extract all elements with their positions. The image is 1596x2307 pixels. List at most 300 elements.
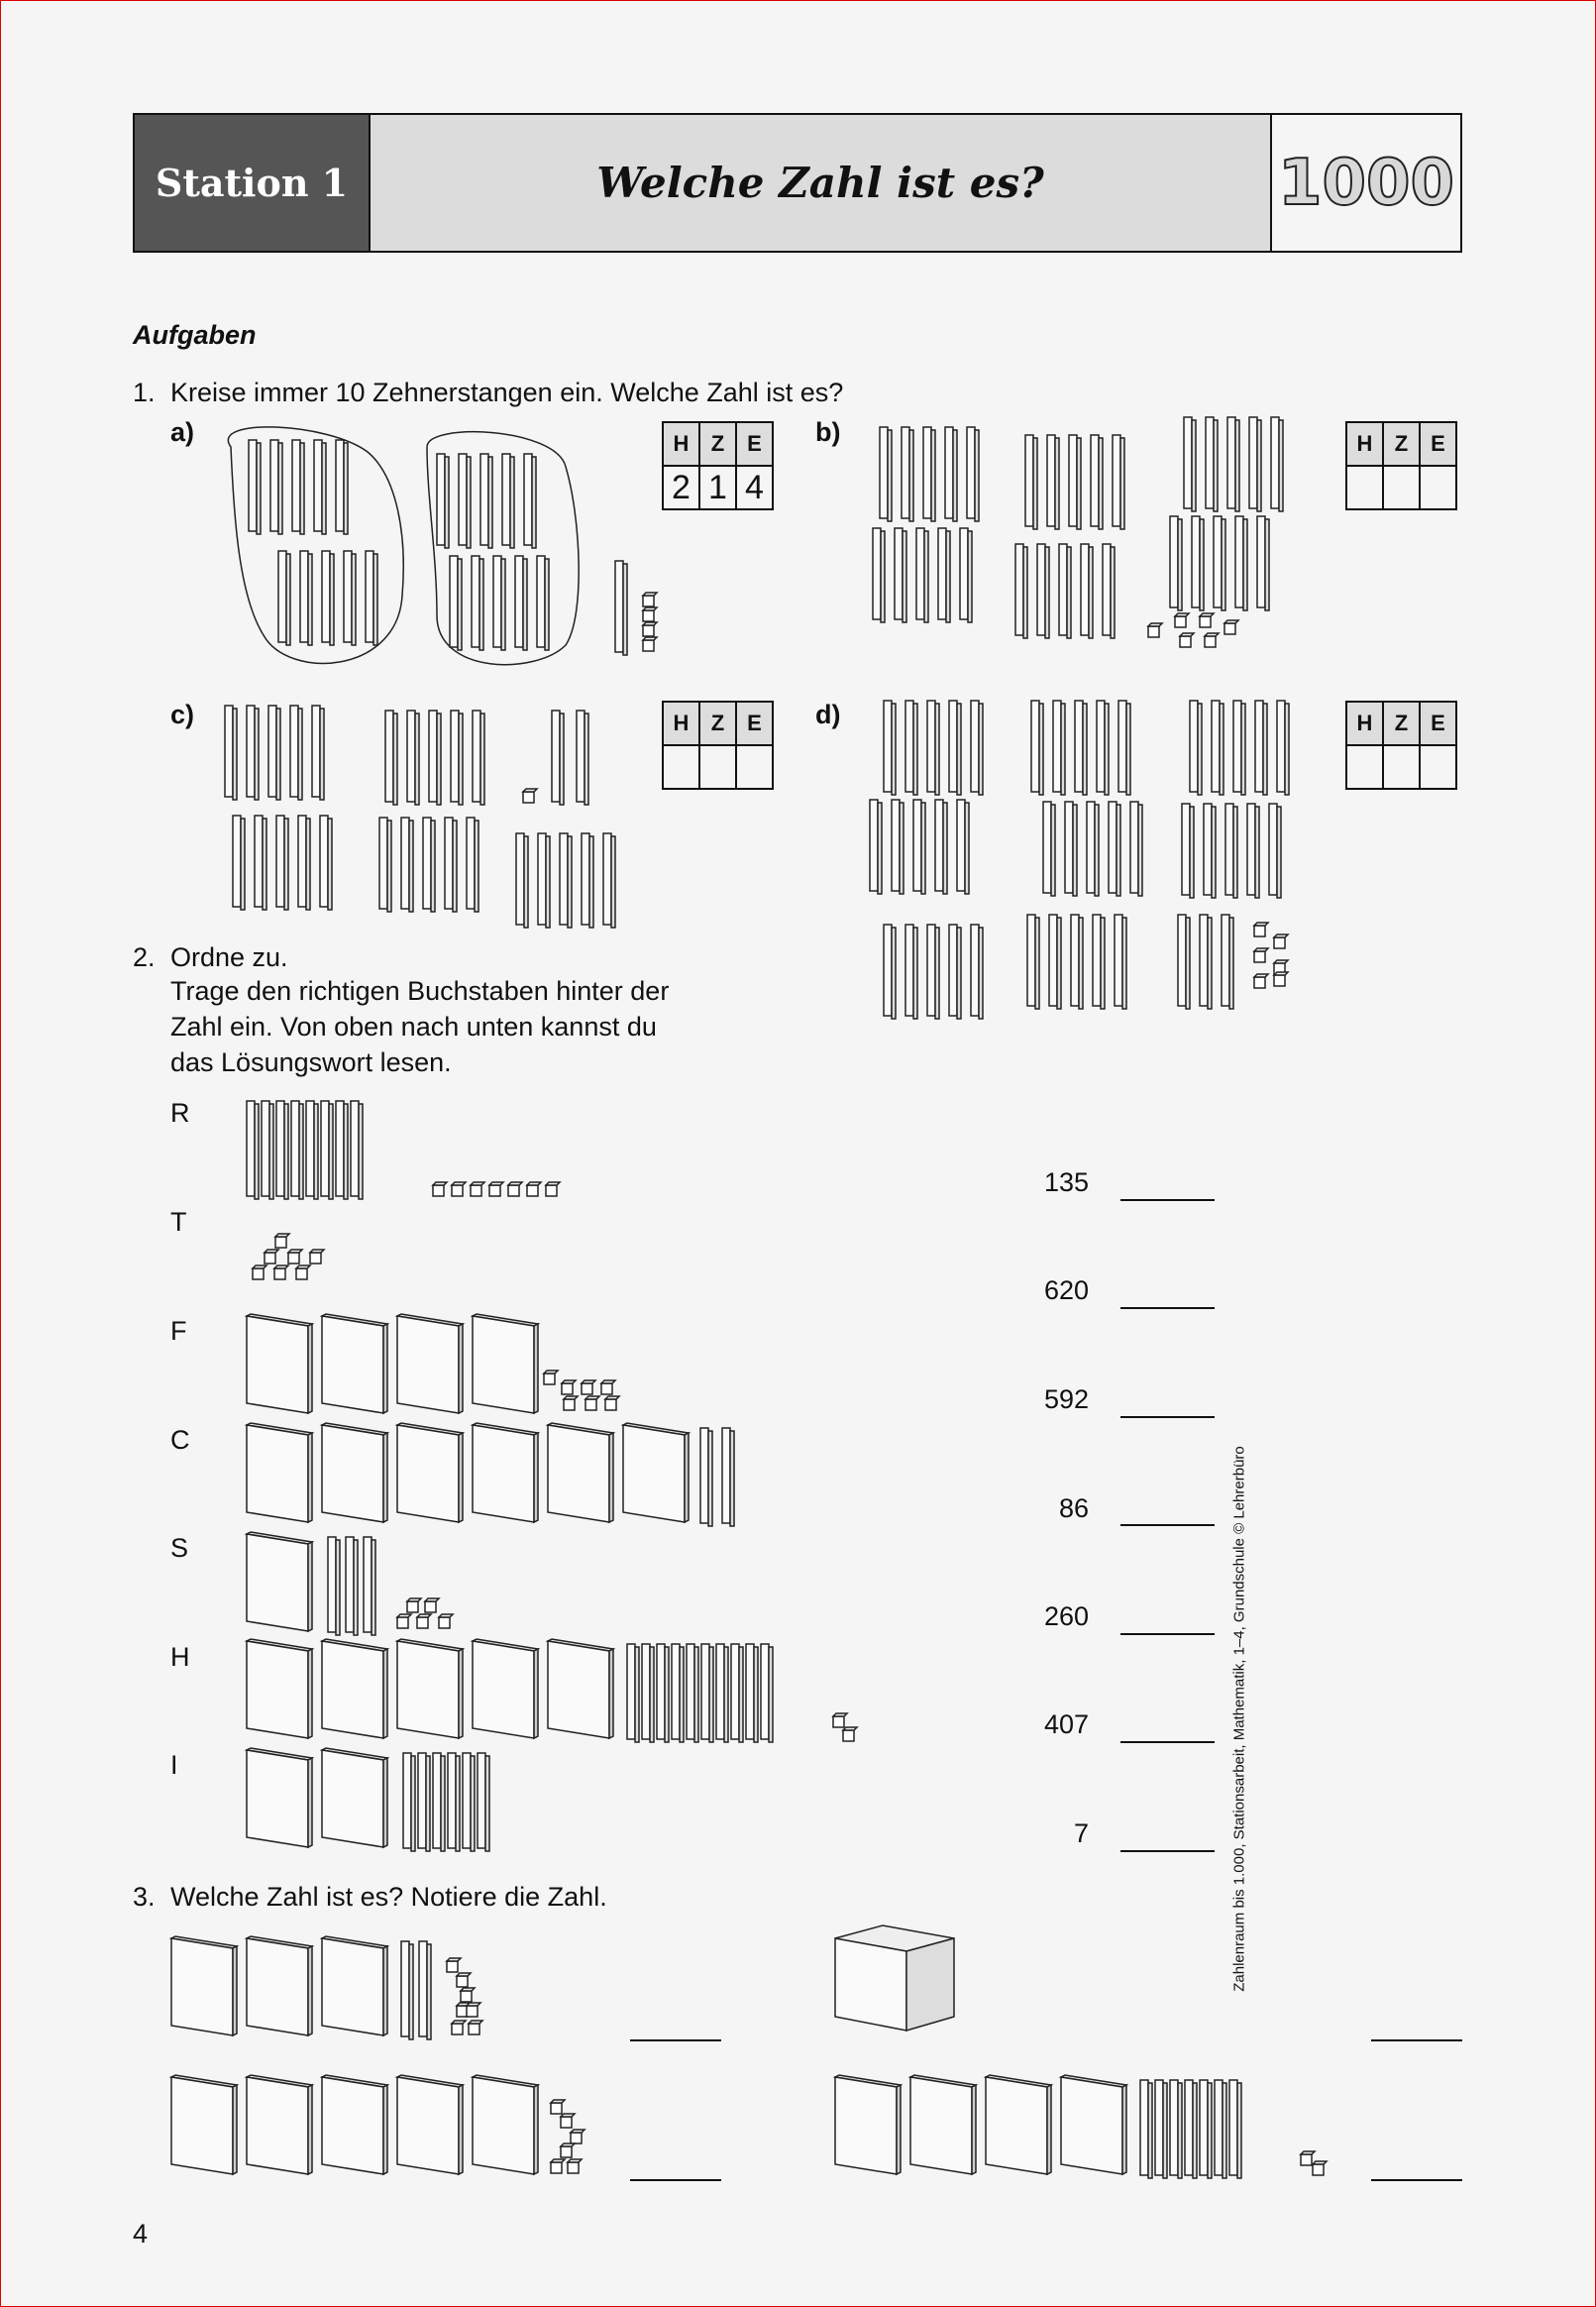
task1-instruction: Kreise immer 10 Zehnerstangen ein. Welche Zahl ist es? — [170, 378, 844, 407]
hundred-flat — [322, 1316, 383, 1413]
hundred-flat — [473, 1641, 534, 1738]
unit-cube — [447, 1961, 458, 1972]
hundred-flat — [548, 1641, 609, 1738]
hundred-flat — [322, 1938, 383, 2035]
unit-cube — [265, 1253, 275, 1263]
answer-blank-135[interactable] — [1120, 1199, 1215, 1201]
ten-rod — [701, 1644, 709, 1739]
ones-answer-field[interactable] — [1420, 745, 1456, 789]
unit-cube-top — [253, 1265, 266, 1268]
ten-rod-side — [921, 803, 925, 894]
unit-cube-top — [1205, 633, 1219, 636]
ten-rod-side — [255, 709, 259, 800]
ten-rod — [321, 1101, 329, 1196]
ten-rod — [1081, 544, 1089, 635]
ten-rod — [336, 1101, 344, 1196]
ten-rod-side — [445, 457, 449, 548]
ten-rod — [1071, 915, 1079, 1006]
unit-cube — [643, 610, 654, 621]
ten-rod — [960, 528, 968, 619]
unit-cube-top — [1274, 934, 1288, 937]
unit-cube-top — [562, 1380, 576, 1383]
task3-answer-blank-2[interactable] — [1371, 2039, 1462, 2041]
ten-rod-side — [488, 457, 492, 548]
answer-blank-407[interactable] — [1120, 1741, 1215, 1743]
ten-rod-side — [1089, 547, 1093, 638]
ten-rod — [884, 701, 892, 792]
ten-rod-side — [471, 1756, 475, 1851]
unit-cube — [288, 1253, 299, 1263]
number-range-badge: 1000 — [1272, 115, 1460, 251]
ten-rod-side — [286, 554, 290, 645]
hundred-flat-side — [383, 1433, 387, 1522]
unit-cube — [1175, 616, 1186, 627]
ten-rod — [1118, 701, 1126, 792]
ten-rod-side — [1105, 704, 1109, 795]
ten-rod-side — [1148, 2083, 1152, 2178]
unit-cube — [643, 596, 654, 606]
ten-rod-side — [568, 836, 572, 928]
ten-rod-side — [1233, 807, 1237, 898]
ten-rod — [1140, 2080, 1148, 2175]
ten-rod — [403, 1753, 411, 1848]
hundred-flat-side — [308, 1324, 312, 1413]
ten-rod — [582, 833, 589, 925]
unit-cube — [605, 1399, 616, 1410]
ten-rod — [1204, 804, 1212, 895]
ten-rod — [1215, 2080, 1223, 2175]
ten-rod — [1200, 915, 1208, 1006]
ten-rod-side — [298, 709, 302, 800]
ten-rod-side — [411, 1756, 415, 1851]
unit-cube-top — [508, 1182, 522, 1185]
unit-cube — [274, 1268, 285, 1279]
task2-line-3: Zahl ein. Von oben nach unten kannst du — [170, 1012, 657, 1042]
ten-rod — [1037, 544, 1045, 635]
ten-rod-side — [241, 819, 245, 910]
unit-cube — [471, 1185, 481, 1196]
ten-rod — [467, 818, 475, 909]
ones-answer-field[interactable] — [1420, 466, 1456, 509]
unit-cube-top — [397, 1614, 411, 1617]
hundred-flat — [322, 1425, 383, 1522]
ten-rod — [1182, 804, 1190, 895]
unit-cube — [643, 640, 654, 651]
ten-rod — [1233, 701, 1241, 792]
ten-rod — [1093, 915, 1101, 1006]
ten-rod — [916, 528, 924, 619]
ten-rod — [478, 1753, 485, 1848]
task3-answer-blank-4[interactable] — [1371, 2179, 1462, 2181]
unit-cube — [585, 1399, 596, 1410]
ten-rod — [1015, 544, 1023, 635]
ten-rod-side — [1212, 807, 1216, 898]
hundred-flat — [623, 1425, 685, 1522]
ten-rod-side — [979, 928, 983, 1019]
ten-rod — [884, 925, 892, 1016]
hundred-flat — [397, 1425, 459, 1522]
hundred-flat-side — [383, 1946, 387, 2035]
ten-rod-side — [308, 554, 312, 645]
hundred-flat-side — [534, 1324, 538, 1413]
unit-cube-top — [1148, 623, 1162, 626]
ten-rod-side — [881, 531, 885, 622]
unit-cube — [467, 2006, 478, 2017]
unit-cube — [561, 2117, 572, 2128]
ten-rod-side — [393, 714, 397, 805]
ten-rod — [923, 427, 931, 518]
ten-rod-side — [1263, 704, 1267, 795]
unit-cube-top — [561, 2114, 575, 2117]
ten-rod-side — [1077, 438, 1081, 529]
ten-rod — [603, 833, 611, 925]
ten-rod-side — [344, 1104, 348, 1199]
ten-rod-side — [1243, 519, 1247, 610]
hundreds-answer-field[interactable] — [663, 745, 699, 789]
ten-rod-side — [1055, 438, 1059, 529]
ten-rod — [255, 816, 263, 907]
unit-cube — [568, 2162, 579, 2173]
unit-cube-top — [288, 1250, 302, 1253]
ten-rod-side — [1051, 805, 1055, 896]
task3-answer-blank-1[interactable] — [630, 2039, 721, 2041]
task3-answer-blank-3[interactable] — [630, 2179, 721, 2181]
unit-cube-top — [582, 1380, 595, 1383]
tens-answer-field[interactable] — [699, 745, 736, 789]
ones-header: E — [1420, 422, 1456, 466]
ten-rod — [905, 925, 913, 1016]
ten-rod — [312, 706, 320, 797]
unit-cube-top — [1254, 923, 1268, 926]
ten-rod — [1155, 2080, 1163, 2175]
unit-cube-top — [561, 2143, 575, 2146]
unit-cube-top — [275, 1234, 289, 1237]
ten-rod-side — [888, 430, 892, 521]
ten-rod-side — [1117, 805, 1120, 896]
ten-rod — [672, 1644, 680, 1739]
unit-cube-top — [296, 1265, 310, 1268]
ten-rod — [459, 454, 467, 545]
answer-blank-592[interactable] — [1120, 1416, 1215, 1418]
unit-cube-top — [469, 2021, 482, 2024]
ten-rod-side — [1120, 438, 1124, 529]
ten-rod-side — [1163, 2083, 1167, 2178]
unit-cube — [1274, 975, 1285, 986]
task2-line-1: Ordne zu. — [170, 942, 288, 972]
hundreds-header: H — [1346, 422, 1383, 466]
ten-rod — [716, 1644, 724, 1739]
unit-cube-top — [439, 1614, 453, 1617]
ten-rod — [1185, 2080, 1193, 2175]
ten-rod — [225, 706, 233, 797]
ten-rod — [1227, 417, 1235, 508]
ten-rod — [1049, 915, 1057, 1006]
ten-rod — [927, 925, 935, 1016]
ten-rod-side — [1257, 420, 1261, 511]
ten-rod — [1214, 516, 1222, 607]
ten-rod-side — [1178, 519, 1182, 610]
ten-rod — [344, 551, 352, 642]
ten-rod — [552, 711, 560, 802]
unit-cube-top — [310, 1250, 324, 1253]
number-260: 260 — [1043, 1601, 1089, 1631]
unit-cube-top — [833, 1713, 847, 1716]
ten-rod-side — [903, 531, 906, 622]
ten-rod-side — [754, 1647, 758, 1742]
ten-rod-side — [1241, 704, 1245, 795]
hundred-flat — [397, 1316, 459, 1413]
ten-rod-side — [708, 1431, 712, 1526]
ten-rod-side — [475, 821, 479, 912]
ten-rod — [1235, 516, 1243, 607]
ten-rod-side — [1214, 420, 1218, 511]
ten-rod-side — [306, 819, 310, 910]
hundred-flat-side — [308, 2085, 312, 2174]
ten-rod — [1277, 701, 1285, 792]
ten-rod-side — [1067, 547, 1071, 638]
ten-rod-side — [1057, 918, 1061, 1009]
ten-rod — [761, 1644, 769, 1739]
ten-rod-side — [924, 531, 928, 622]
ten-rod — [463, 1753, 471, 1848]
unit-cube — [544, 1373, 555, 1384]
ten-rod-side — [269, 1104, 273, 1199]
hundred-flat — [322, 1750, 383, 1847]
ten-rod — [746, 1644, 754, 1739]
ten-rod — [1170, 2080, 1178, 2175]
ten-rod-side — [623, 564, 627, 655]
letter-c: C — [170, 1425, 190, 1455]
answer-blank-620[interactable] — [1120, 1307, 1215, 1309]
unit-cube-top — [643, 637, 657, 640]
ten-rod-side — [485, 1756, 489, 1851]
ones-answer-field[interactable] — [736, 745, 773, 789]
hundred-flat-side — [459, 2085, 463, 2174]
task1d-label: d) — [815, 700, 841, 729]
unit-cube-top — [585, 1396, 599, 1399]
unit-cube-top — [523, 789, 537, 792]
ten-rod — [328, 1537, 336, 1632]
task1b-place-value-table — [1345, 421, 1457, 510]
ten-rod — [538, 833, 546, 925]
unit-cube — [582, 1383, 592, 1394]
ten-rod-side — [1192, 420, 1196, 511]
ten-rod — [949, 925, 957, 1016]
unit-cube-top — [1180, 633, 1194, 636]
ten-rod-side — [480, 714, 484, 805]
tens-answer-field[interactable] — [1383, 466, 1420, 509]
answer-blank-86[interactable] — [1120, 1524, 1215, 1526]
ten-rod-side — [453, 821, 457, 912]
ones-header: E — [1420, 702, 1456, 745]
ten-rod-side — [1265, 519, 1269, 610]
unit-cube — [1254, 977, 1265, 988]
ten-rod-side — [330, 554, 334, 645]
ten-rod — [419, 1941, 427, 2036]
ten-rod — [1255, 701, 1263, 792]
unit-cube — [571, 2133, 582, 2143]
ten-rod — [560, 833, 568, 925]
hundred-flat — [397, 1641, 459, 1738]
ten-rod — [320, 816, 328, 907]
ten-rod-side — [957, 704, 961, 795]
unit-cube — [469, 2024, 479, 2034]
unit-cube — [643, 625, 654, 636]
unit-cube — [1274, 937, 1285, 948]
ten-rod — [627, 1644, 635, 1739]
hundred-flat-side — [534, 1433, 538, 1522]
header-bar — [133, 113, 1462, 253]
ten-rod — [1103, 544, 1111, 635]
ten-rod — [423, 818, 431, 909]
hundreds-answer-field[interactable] — [1346, 466, 1383, 509]
task3-instruction: Welche Zahl ist es? Notiere die Zahl. — [170, 1882, 607, 1912]
ten-rod — [895, 528, 903, 619]
ten-rod-side — [878, 803, 882, 894]
ten-rod-side — [892, 704, 896, 795]
ten-rod-side — [589, 836, 593, 928]
ten-rod — [300, 551, 308, 642]
ten-rod-side — [1279, 420, 1283, 511]
hundred-flat-side — [308, 1946, 312, 2035]
hundred-flat-side — [308, 1649, 312, 1738]
ten-rod — [524, 454, 532, 545]
ten-rod-side — [501, 559, 505, 650]
ten-rod — [1043, 802, 1051, 893]
ten-rod-side — [545, 559, 549, 650]
ten-rod-side — [1073, 805, 1077, 896]
task2-number: 2. — [133, 942, 156, 972]
ten-rod — [1025, 435, 1033, 526]
unit-cube — [843, 1730, 854, 1741]
ten-rod — [515, 556, 523, 647]
number-135: 135 — [1043, 1167, 1089, 1197]
ten-rod — [379, 818, 387, 909]
ten-rod — [1130, 802, 1138, 893]
number-592: 592 — [1043, 1384, 1089, 1414]
hundred-flat — [247, 1641, 308, 1738]
ten-rod-side — [979, 704, 983, 795]
unit-cube-top — [1313, 2161, 1327, 2164]
ten-rod — [971, 701, 979, 792]
unit-cube-top — [643, 622, 657, 625]
tens-answer-field[interactable] — [1383, 745, 1420, 789]
unit-cube — [1224, 623, 1235, 634]
ten-rod — [314, 440, 322, 531]
number-407: 407 — [1043, 1709, 1089, 1739]
unit-cube — [433, 1185, 444, 1196]
hundred-flat — [171, 2077, 233, 2174]
ten-rod-side — [1285, 704, 1289, 795]
hundred-flat — [910, 2077, 972, 2174]
tens-header: Z — [1383, 422, 1420, 466]
hundred-flat-side — [459, 1433, 463, 1522]
ten-rod — [346, 1537, 354, 1632]
ten-rod — [722, 1428, 730, 1523]
hundred-flat — [548, 1425, 609, 1522]
unit-cube-top — [571, 2130, 585, 2133]
letter-i: I — [170, 1750, 178, 1780]
ten-rod — [687, 1644, 694, 1739]
ten-rod — [278, 551, 286, 642]
ten-rod-side — [935, 704, 939, 795]
ten-rod-side — [975, 430, 979, 521]
ten-rod — [1192, 516, 1200, 607]
ten-rod-side — [459, 714, 463, 805]
unit-cube — [523, 792, 534, 803]
hundred-flat-side — [459, 1324, 463, 1413]
ten-rod-side — [769, 1647, 773, 1742]
ten-rod — [1115, 915, 1122, 1006]
ten-rod-side — [427, 1944, 431, 2039]
task1a-label: a) — [170, 417, 195, 447]
ten-rod-side — [467, 457, 471, 548]
unit-cube — [551, 2103, 562, 2114]
task1b-label: b) — [815, 417, 841, 447]
ten-rod — [731, 1644, 739, 1739]
hundred-flat-side — [534, 1649, 538, 1738]
ten-rod-side — [322, 443, 326, 534]
hundred-flat-side — [383, 1324, 387, 1413]
unit-cube — [407, 1601, 418, 1612]
hundred-flat-side — [233, 2085, 237, 2174]
ten-rod-side — [1186, 918, 1190, 1009]
unit-cube — [397, 1617, 408, 1628]
ten-rod-side — [1083, 704, 1087, 795]
ten-rod — [401, 1941, 409, 2036]
unit-cube — [508, 1185, 519, 1196]
letter-t: T — [170, 1207, 187, 1237]
unit-cube-top — [452, 2021, 466, 2024]
ten-rod-side — [456, 1756, 460, 1851]
answer-blank-260[interactable] — [1120, 1633, 1215, 1635]
ten-rod-side — [1126, 704, 1130, 795]
ten-rod — [615, 561, 623, 652]
hundreds-answer-field[interactable] — [1346, 745, 1383, 789]
ten-rod — [437, 454, 445, 545]
ten-rod-side — [585, 714, 588, 805]
ten-rod — [642, 1644, 650, 1739]
hundred-flat — [247, 1534, 308, 1631]
answer-blank-7[interactable] — [1120, 1850, 1215, 1852]
ten-rod-side — [1222, 519, 1225, 610]
ten-rod-side — [1045, 547, 1049, 638]
ten-rod — [262, 1101, 269, 1196]
ten-rod-side — [560, 714, 564, 805]
ten-rod-side — [387, 821, 391, 912]
unit-cube-top — [564, 1396, 578, 1399]
unit-cube — [546, 1185, 557, 1196]
unit-cube — [439, 1617, 450, 1628]
unit-cube-top — [601, 1380, 615, 1383]
ten-rod-side — [943, 803, 947, 894]
ten-rod-side — [1237, 2083, 1241, 2178]
thousand-cube-side — [906, 1938, 954, 2031]
ten-rod — [957, 800, 965, 891]
ten-rod-side — [1023, 547, 1027, 638]
page-number: 4 — [133, 2219, 149, 2249]
ten-rod — [407, 711, 415, 802]
ten-rod-side — [1193, 2083, 1197, 2178]
ten-rod — [938, 528, 946, 619]
ten-rod — [1087, 802, 1095, 893]
unit-cube — [1180, 636, 1191, 647]
ten-rod-side — [957, 928, 961, 1019]
ten-rod — [971, 925, 979, 1016]
ten-rod — [880, 427, 888, 518]
hundred-flat — [247, 1316, 308, 1413]
task1c-place-value-table — [662, 701, 774, 790]
